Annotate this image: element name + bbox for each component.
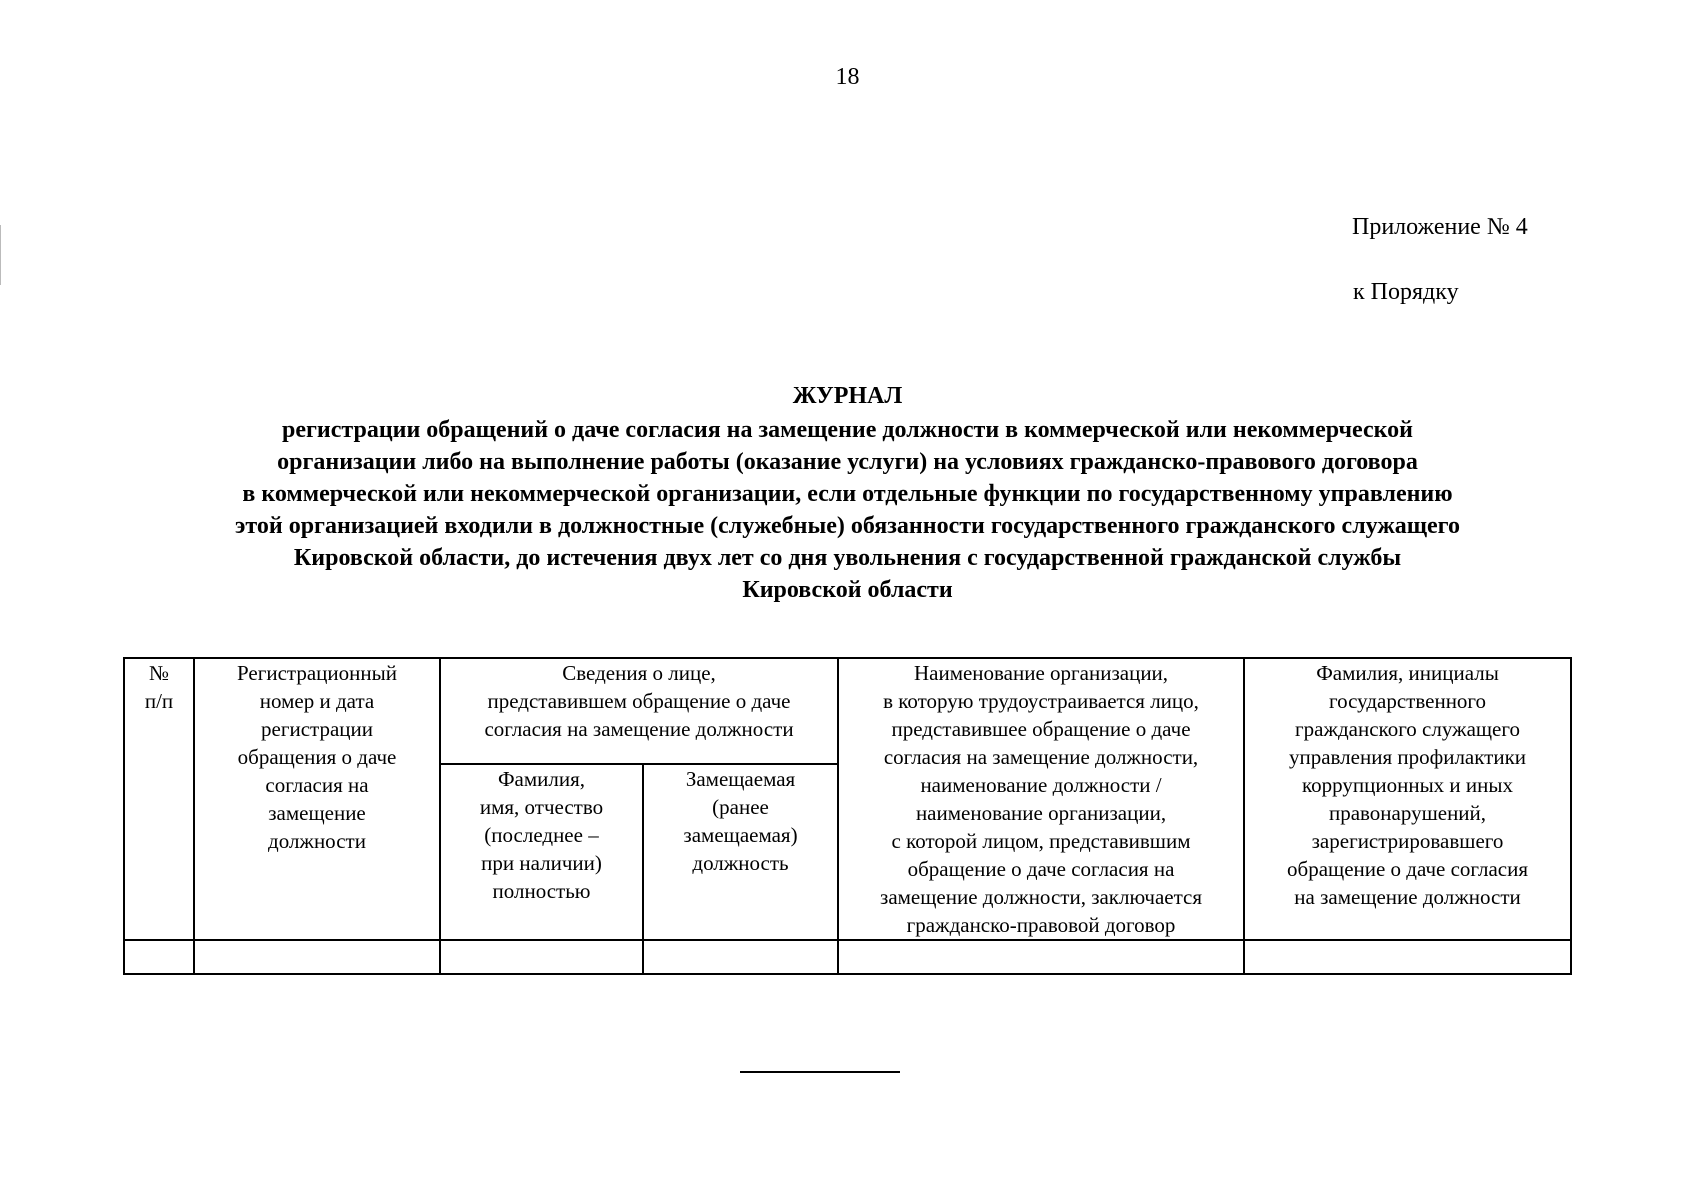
table-row xyxy=(124,940,1571,974)
scan-edge-mark xyxy=(0,225,4,285)
header-registrar xyxy=(1244,658,1571,940)
header-person-position-text: Замещаемая (ранее замещаемая) должность xyxy=(683,767,798,876)
table-cell xyxy=(194,940,440,974)
journal-table xyxy=(123,657,1572,975)
appendix-reference: к Порядку xyxy=(1353,279,1459,305)
header-registration-text: Регистрационный номер и дата регистрации обращения о даче согласия на замещение должности xyxy=(237,661,397,853)
closing-rule xyxy=(740,1071,900,1073)
table-cell xyxy=(440,940,643,974)
subtitle-line: Кировской области xyxy=(742,577,953,603)
header-number xyxy=(124,658,194,940)
subtitle-line: Кировской области, до истечения двух лет со дня увольнения с государственной гражданской службы xyxy=(293,545,1402,571)
header-person-name xyxy=(440,764,643,940)
header-registration xyxy=(194,658,440,940)
table-cell xyxy=(124,940,194,974)
header-person-name-text: Фамилия, имя, отчество (последнее – при наличии) полностью xyxy=(479,767,604,904)
table-cell xyxy=(1244,940,1571,974)
table-cell xyxy=(643,940,838,974)
subtitle-line: в коммерческой или некоммерческой организации, если отдельные функции по государственному управлению xyxy=(242,481,1453,507)
subtitle-line: этой организацией входили в должностные (служебные) обязанности государственного гражданского служащего xyxy=(235,513,1460,539)
journal-subtitle xyxy=(0,414,1695,606)
header-person-info-text: Сведения о лице, представившем обращение о даче согласия на замещение должности xyxy=(484,661,794,741)
header-registrar-text: Фамилия, инициалы государственного гражданского служащего управления профилактики коррупционных и иных правонарушений, зарегистрировавшего обращение о даче согласия на замещение должности xyxy=(1287,661,1528,909)
page-number: 18 xyxy=(835,64,860,90)
header-person-info xyxy=(440,658,838,764)
journal-title: ЖУРНАЛ xyxy=(792,383,903,409)
subtitle-line: организации либо на выполнение работы (оказание услуги) на условиях гражданско-правового договора xyxy=(277,449,1418,475)
header-person-position xyxy=(643,764,838,940)
header-number-text: № п/п xyxy=(144,661,174,713)
subtitle-line: регистрации обращений о даче согласия на замещение должности в коммерческой или некоммерческой xyxy=(282,417,1413,443)
header-organization xyxy=(838,658,1244,940)
header-organization-text: Наименование организации, в которую трудоустраивается лицо, представившее обращение о даче согласия на замещение должности, наименование должности / наименование организации, с которой лицом, представившим обращение о даче согласия на замещение должности, заключается гражданско-правовой договор xyxy=(880,661,1202,937)
table-cell xyxy=(838,940,1244,974)
appendix-label: Приложение № 4 xyxy=(1352,214,1528,240)
